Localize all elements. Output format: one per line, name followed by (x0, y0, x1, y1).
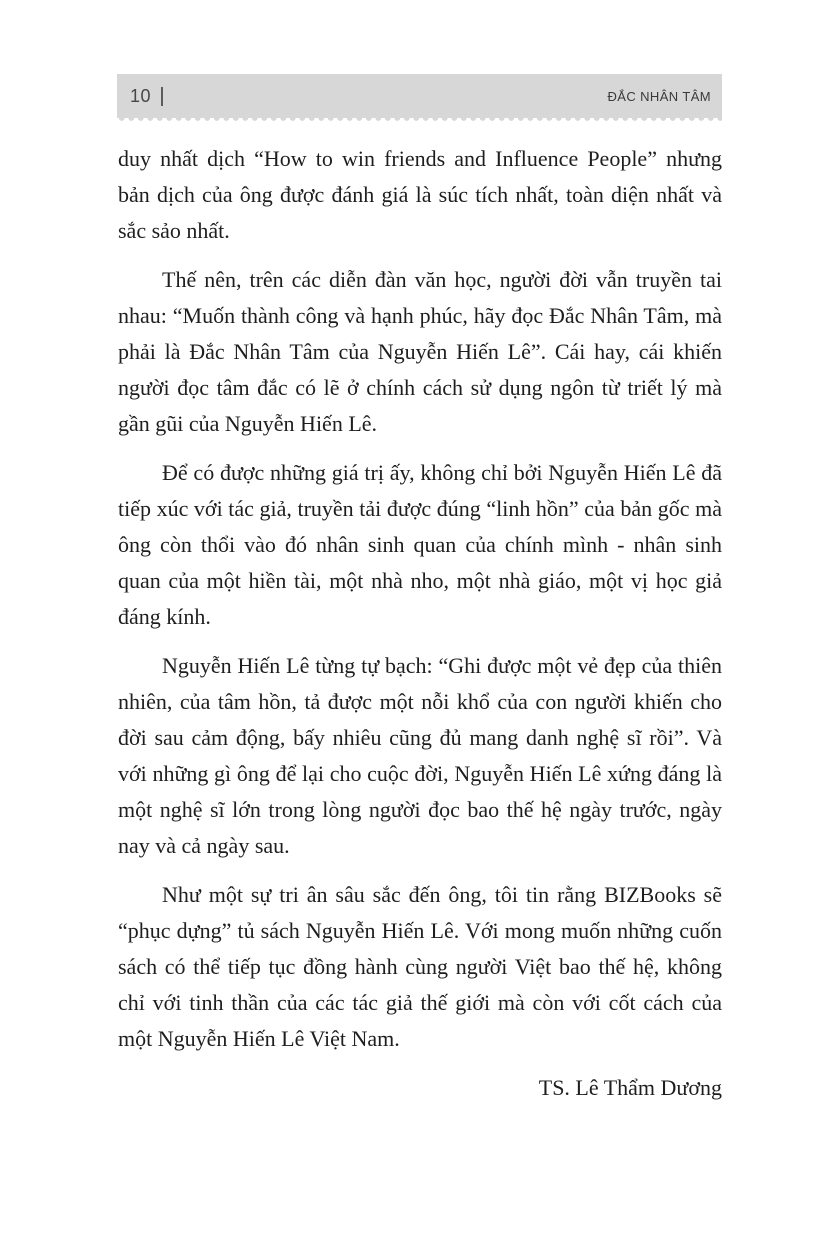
page-header (117, 74, 722, 118)
body-paragraph: Nguyễn Hiến Lê từng tự bạch: “Ghi được một vẻ đẹp của thiên nhiên, của tâm hồn, tả được một nỗi khổ của con người khiến cho đời sau cảm động, bấy nhiêu cũng đủ mang danh nghệ sĩ rồi”. Và với những gì ông để lại cho cuộc đời, Nguyễn Hiến Lê xứng đáng là một nghệ sĩ lớn trong lòng người đọc bao thế hệ ngày trước, ngày nay và cả ngày sau. (118, 653, 722, 858)
page-body (118, 141, 722, 1106)
paragraph-list (118, 141, 722, 1057)
body-paragraph: Thế nên, trên các diễn đàn văn học, người đời vẫn truyền tai nhau: “Muốn thành công và hạnh phúc, hãy đọc Đắc Nhân Tâm, mà phải là Đắc Nhân Tâm của Nguyễn Hiến Lê”. Cái hay, cái khiến người đọc tâm đắc có lẽ ở chính cách sử dụng ngôn từ triết lý mà gần gũi của Nguyễn Hiến Lê. (118, 267, 722, 436)
body-paragraph: Như một sự tri ân sâu sắc đến ông, tôi tin rằng BIZBooks sẽ “phục dựng” tủ sách Nguyễn Hiến Lê. Với mong muốn những cuốn sách có thể tiếp tục đồng hành cùng người Việt bao thế hệ, không chỉ với tinh thần của các tác giả thế giới mà còn với cốt cách của một Nguyễn Hiến Lê Việt Nam. (118, 882, 722, 1051)
body-paragraph: duy nhất dịch “How to win friends and Influence People” nhưng bản dịch của ông được đánh giá là súc tích nhất, toàn diện nhất và sắc sảo nhất. (118, 146, 722, 243)
author-signature: TS. Lê Thẩm Dương (538, 1075, 722, 1100)
running-head-book-title: ĐẮC NHÂN TÂM (607, 88, 711, 104)
header-divider (161, 87, 163, 106)
body-paragraph: Để có được những giá trị ấy, không chỉ bởi Nguyễn Hiến Lê đã tiếp xúc với tác giả, truyền tải được đúng “linh hồn” của bản gốc mà ông còn thổi vào đó nhân sinh quan của chính mình - nhân sinh quan của một hiền tài, một nhà nho, một nhà giáo, một vị học giả đáng kính. (118, 460, 722, 629)
page-number: 10 (130, 85, 152, 106)
